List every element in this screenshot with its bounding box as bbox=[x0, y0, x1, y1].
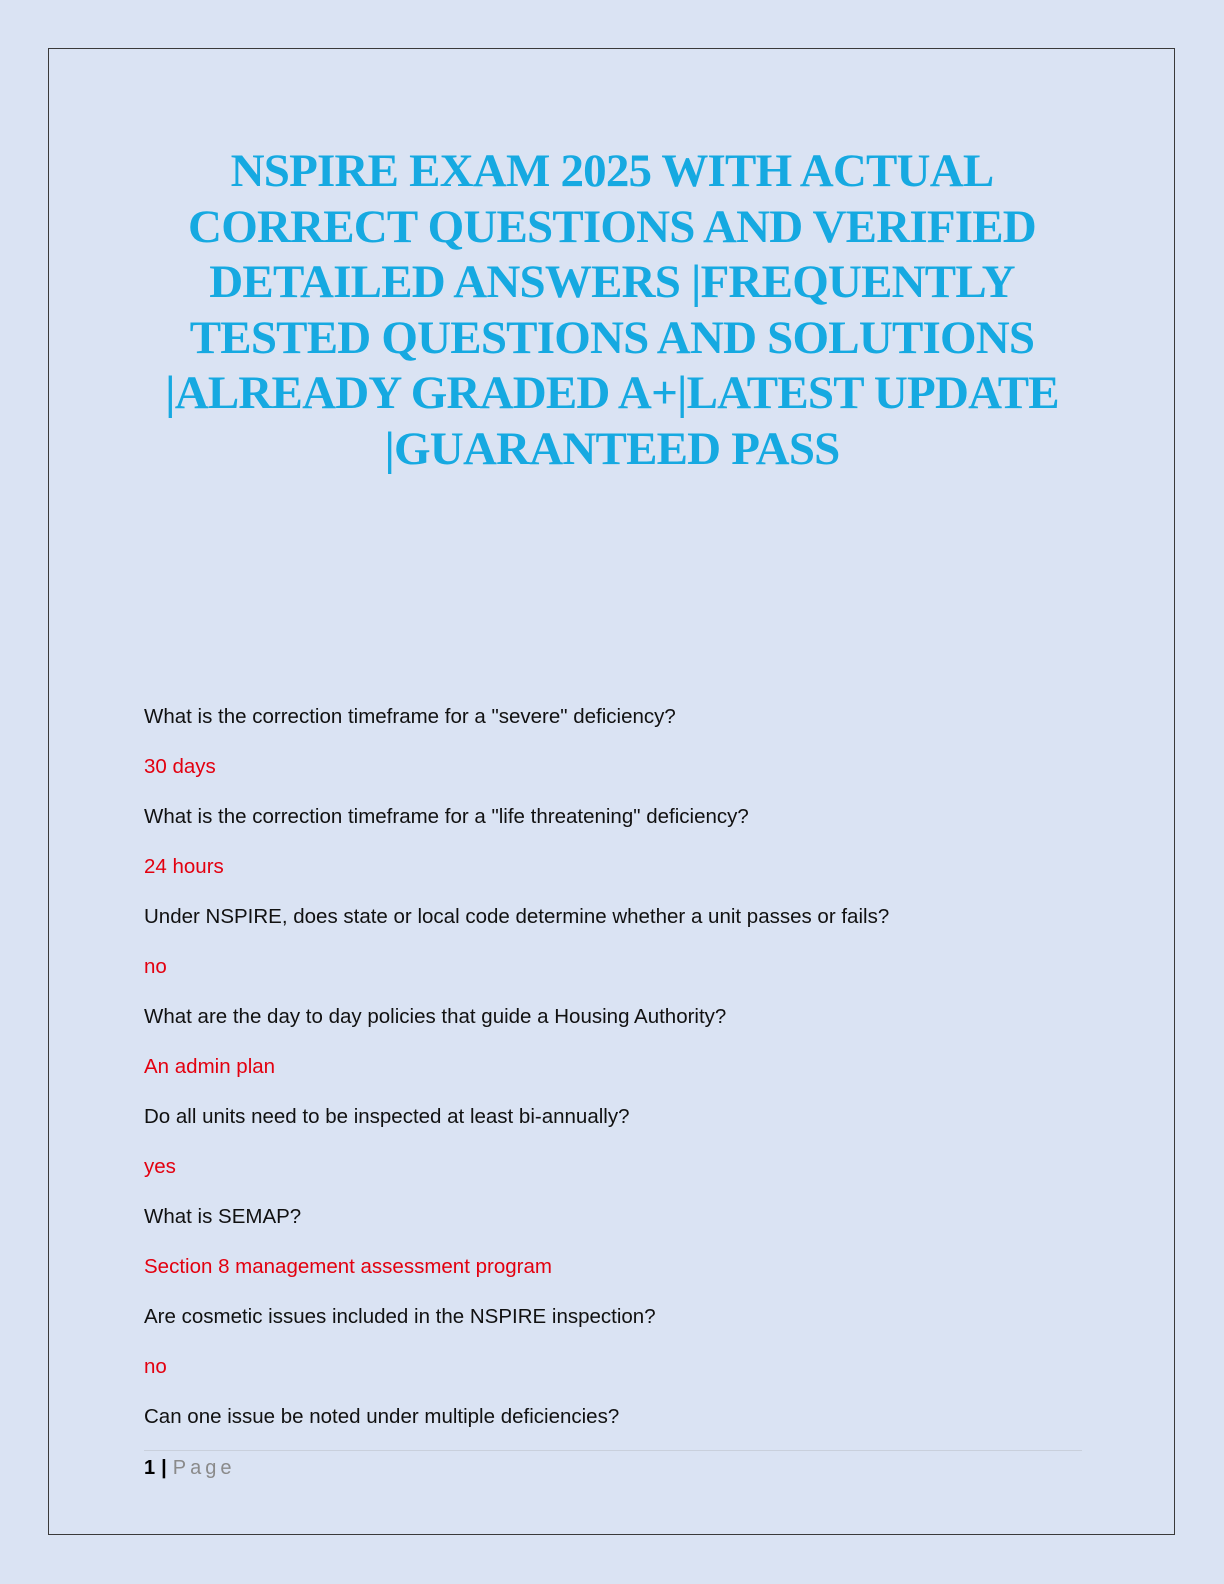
question-4: What are the day to day policies that guide a Housing Authority? bbox=[144, 1005, 727, 1028]
page-label: Page bbox=[172, 1457, 236, 1479]
page-number: 1 bbox=[144, 1457, 156, 1479]
question-7: Are cosmetic issues included in the NSPIRE inspection? bbox=[144, 1305, 656, 1328]
question-5: Do all units need to be inspected at least bi-annually? bbox=[144, 1105, 630, 1128]
document-title: NSPIRE EXAM 2025 WITH ACTUAL CORRECT QUESTIONS AND VERIFIED DETAILED ANSWERS |FREQUENTLY TESTED QUESTIONS AND SOLUTIONS |ALREADY GRADED A+|LATEST UPDATE |GUARANTEED PASS bbox=[165, 145, 1059, 475]
footer-divider bbox=[144, 1450, 1082, 1451]
question-8: Can one issue be noted under multiple deficiencies? bbox=[144, 1405, 620, 1428]
answer-3: no bbox=[144, 955, 167, 978]
page-footer bbox=[144, 1454, 235, 1482]
answer-1: 30 days bbox=[144, 755, 216, 778]
answer-4: An admin plan bbox=[144, 1055, 276, 1078]
answer-2: 24 hours bbox=[144, 855, 224, 878]
qa-list bbox=[144, 700, 1084, 1450]
answer-5: yes bbox=[144, 1155, 176, 1178]
question-3: Under NSPIRE, does state or local code determine whether a unit passes or fails? bbox=[144, 905, 890, 928]
answer-7: no bbox=[144, 1355, 167, 1378]
question-1: What is the correction timeframe for a "severe" deficiency? bbox=[144, 705, 676, 728]
answer-6: Section 8 management assessment program bbox=[144, 1255, 552, 1278]
footer-separator: | bbox=[161, 1457, 167, 1479]
question-2: What is the correction timeframe for a "life threatening" deficiency? bbox=[144, 805, 749, 828]
question-6: What is SEMAP? bbox=[144, 1205, 302, 1228]
